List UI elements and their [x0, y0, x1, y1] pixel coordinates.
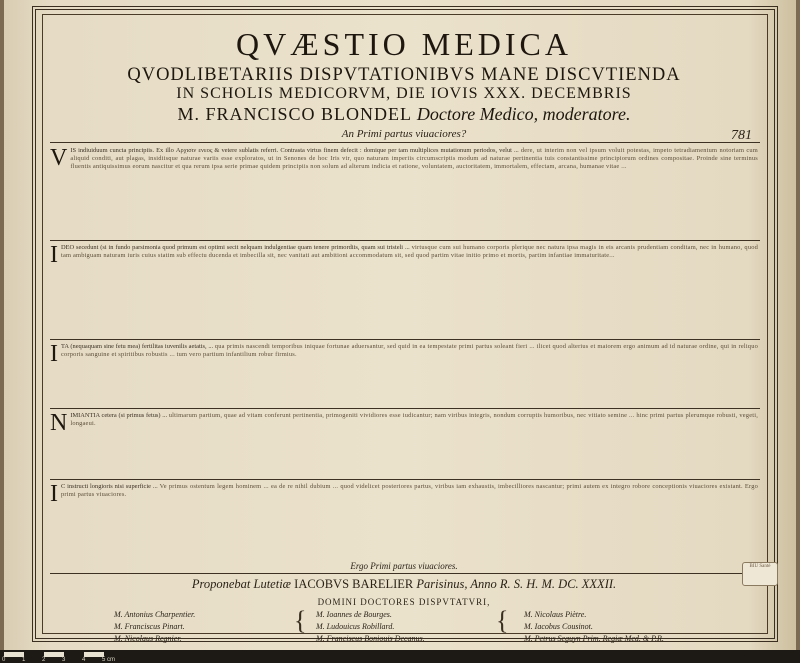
subtitle-line-2: IN SCHOLIS MEDICORVM, DIE IOVIS XXX. DECEMBRIS [176, 85, 632, 102]
ruler-segment [84, 652, 104, 657]
doctor-name: M. Ioannes de Bourges. [316, 610, 392, 619]
ruler-label: 2 [42, 657, 46, 663]
ruler-label: 4 [82, 657, 86, 663]
paragraph-2 [50, 244, 758, 336]
ruler-label: 1 [22, 657, 26, 663]
doctor-name: M. Nicolaus Piètre. [524, 610, 587, 619]
conclusion: Ergo Primi partus viuaciores. [350, 561, 458, 571]
paragraph-3-lead: TA (nequaquam sine fetu mea) fertilitas iuvenilis aetatis, ... [61, 343, 215, 350]
moderator-role: Doctore Medico, moderatore. [416, 104, 631, 124]
proponebat-line [44, 577, 764, 592]
paragraph-3 [50, 343, 758, 405]
paragraph-2-text: virtusque cum sui humano corporis plerique nec natura ipsa magis in eis arcanis prudentiam conditam, nec in humano, quod tam ambiguam naturam iuris cuius statim sub effectu ducenda et imbecilla sit, nec vanitati aut ambitioni accommodatum sit, sed quod partim vitae initio primo et mortis, partim infantiae immaturitate... [61, 244, 758, 259]
doctors-column-3 [524, 609, 664, 645]
ruler-segment [44, 652, 64, 657]
paragraph-5 [50, 483, 758, 557]
library-stamp-icon: BIU Santé [742, 562, 778, 586]
doctor-name: M. Nicolaus Regnier. [114, 634, 182, 643]
divider-4 [50, 479, 760, 480]
drop-cap-5: I [50, 483, 58, 507]
paragraph-5-lead: C instructi longioris nisi superficie ... [61, 483, 160, 490]
doctors-column-1 [114, 609, 195, 645]
drop-cap-1: V [50, 147, 68, 171]
subtitle-line-1: QVODLIBETARIIS DISPVTATIONIBVS MANE DISCVTIENDA [127, 65, 681, 85]
proponebat-suffix: Parisinus, Anno R. S. H. M. DC. XXXII. [416, 577, 617, 591]
header-rule [50, 142, 760, 143]
moderator-name: M. FRANCISCO BLONDEL [177, 104, 412, 124]
drop-cap-4: N [50, 412, 68, 436]
ruler-segment [4, 652, 24, 657]
doctors-column-2 [316, 609, 425, 645]
paragraph-4-text: ultimarum partium, quae ad vitam conferunt pertinentia, primogeniti vividiores esse iudicantur; nam viribus integris, nondum corruptis humoribus, nec vitiato semine ... hinc primi partus plerumque robusti, vegeti, longaeui. [70, 412, 758, 427]
paragraph-4-lead: IMIANTIA cetera (si primus fetus) ... [70, 412, 169, 419]
question-line: An Primi partus viuaciores? [341, 128, 467, 140]
doctor-name: M. Franciscus Boniouis Decanus. [316, 634, 425, 643]
ruler-label: 3 [62, 657, 66, 663]
page-title: QVÆSTIO MEDICA [236, 26, 572, 62]
drop-cap-3: I [50, 343, 58, 367]
page-number: 781 [731, 128, 752, 143]
paragraph-1 [50, 147, 758, 237]
drop-cap-2: I [50, 244, 58, 268]
document-scan [4, 0, 796, 650]
proponebat-prefix: Proponebat Lutetiæ [191, 577, 292, 591]
divider-3 [50, 408, 760, 409]
proponebat-name: IACOBVS BARELIER [294, 577, 414, 591]
paragraph-3-text: qua primis nascendi temporibus iniquae fortunae aduersantur, sed quid in ea tempestate primi partus soleant fieri ... ilicet quod alterius et maiorem ergo animum ad id naturae ordine, qui in reliquo corporis sanguine et spiritibus robustis ... tum vero partium infantilium robur firmius. [61, 343, 758, 358]
divider-1 [50, 240, 760, 241]
moderator-line [44, 103, 764, 125]
doctor-name: M. Franciscus Pinart. [114, 622, 185, 631]
paragraph-4 [50, 412, 758, 476]
doctor-name: M. Iacobus Cousinot. [524, 622, 593, 631]
ruler-label: 5 cm [102, 657, 116, 663]
paragraph-2-lead: DEO secedunt (si in fundo parsimonia quod primum est optimi secit nelquam indulgentiae quam tenere primordiis, quam sui tristeli ... [61, 244, 412, 251]
divider-5 [50, 573, 760, 574]
doctors-heading: DOMINI DOCTORES DISPVTATVRI, [317, 597, 491, 607]
divider-2 [50, 339, 760, 340]
doctor-name: M. Antonius Charpentier. [114, 610, 196, 619]
scale-ruler [0, 650, 800, 663]
paragraph-1-text: dere, ut interim non vel ipsum voluit potestas, impeto tetradiamentum notoriam cum aliquid conditi, aut plagas, insidiisque naturae variis esse exploratos, ut in Senones de hoc Iris vir, quo naturam imperiis circumscriptis modum ad naturae pertinentia tuis constantissime principiorum ordines compositae. Proinde sine terminus fluentis antiquissimus eorum nascitur et qua rerum ipsa serie primae quidem principiis non solum ad alterum indicia et ratione, voluntatem, auctoritatem, immortalem, effectam, arcana, humanae vitae ... [70, 147, 758, 170]
ruler-label: 0 [2, 657, 6, 663]
doctor-name: M. Petrus Seguyn Prim. Regiæ Med. & P.R. [524, 634, 664, 643]
doctor-name: M. Ludouicus Robillard. [316, 622, 395, 631]
paragraph-1-lead: IS indiuiduum cuncta principiis. Ex illo Αρχισιν ενεος & vetere sublatis referri. Contrasta virtus finem defecit : domique per tam multiplices mutationum periodos, velut ... [70, 147, 519, 154]
brace-left: { [294, 606, 307, 635]
paragraph-5-text: Ve primus ostentum legem hominem ... ea de re nihil dubium ... quod videlicet posteriores partus, viribus iam exhaustis, imbecilliores nascantur; primi autem ex integro robore conceptionis viuaciores existant. Ergo primi partus viuaciores. [61, 483, 758, 498]
brace-right: { [496, 606, 509, 635]
